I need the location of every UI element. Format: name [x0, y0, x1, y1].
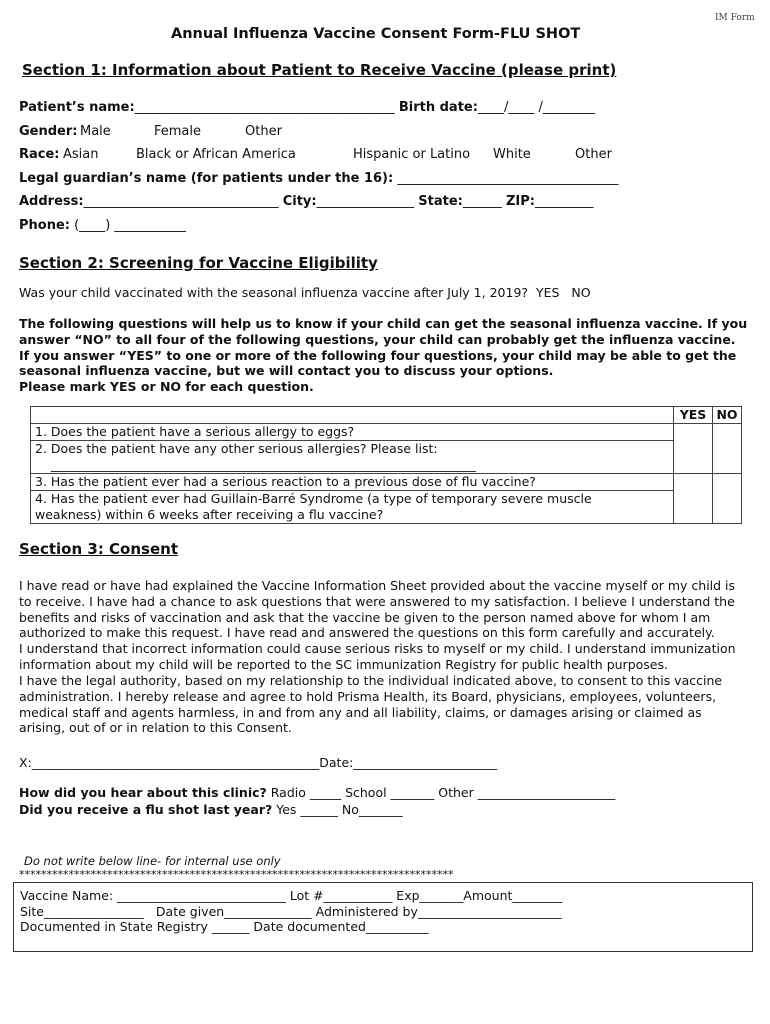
guardian-field[interactable]: __________________________________ [397, 171, 619, 186]
race-option-hispanic[interactable]: Hispanic or Latino [353, 147, 471, 162]
state-field[interactable]: ______ [462, 194, 502, 209]
hear-about-row [19, 785, 615, 800]
city-field[interactable]: _______________ [316, 194, 415, 209]
table-row [31, 491, 742, 524]
city-label: City: [282, 194, 317, 209]
consent-line: I have read or have had explained the Vaccine Information Sheet provided about the vaccine myself or my child is [19, 578, 736, 593]
signature-date-field[interactable]: X:______________________________________________Date:_______________________ [19, 755, 498, 770]
consent-line: I have the legal authority, based on my relationship to the individual indicated above, to consent to this vaccine [19, 673, 723, 688]
gender-label: Gender: [19, 124, 78, 139]
address-label: Address: [19, 194, 84, 209]
internal-use-box [13, 882, 753, 952]
birth-date-field[interactable]: ____/____ /________ [477, 100, 595, 115]
state-label: State: [418, 194, 463, 209]
question-1-yes-cell[interactable] [674, 424, 713, 474]
screening-instruction-line: Please mark YES or NO for each question. [19, 379, 314, 394]
vaccinated-question-row [19, 285, 591, 300]
consent-line: arising, out of or in relation to this Consent. [19, 720, 292, 735]
consent-line: medical staff and agents harmless, in and from any and all liability, claims, or damages arising or claimed as [19, 705, 702, 720]
section2-heading: Section 2: Screening for Vaccine Eligibility [19, 254, 378, 272]
consent-line: to receive. I have had a chance to ask questions that were answered to my satisfaction. I believe I understand the [19, 594, 735, 609]
table-header-blank [31, 407, 674, 424]
screening-instruction-line: seasonal influenza vaccine, but we will contact you to discuss your options. [19, 363, 554, 378]
patient-name-row [19, 100, 595, 115]
vaccinated-yes-option[interactable]: YES [535, 285, 560, 300]
consent-line: administration. I hereby release and agree to hold Prisma Health, its Board, physicians, employees, volunteers, [19, 689, 717, 704]
patient-name-label: Patient’s name: [19, 100, 135, 115]
form-id: IM Form [715, 13, 755, 23]
gender-option-male[interactable]: Male [80, 124, 111, 139]
phone-field[interactable]: (____) ___________ [74, 218, 186, 233]
question-4-text-cont: weakness) within 6 weeks after receiving a flu vaccine? [35, 507, 384, 522]
consent-line: I understand that incorrect information could cause serious risks to myself or my child. I understand immunization [19, 641, 736, 656]
consent-line: information about my child will be reported to the SC immunization Registry for public health purposes. [19, 657, 668, 672]
flu-shot-options[interactable]: Yes ______ No_______ [272, 802, 403, 817]
gender-option-female[interactable]: Female [154, 124, 202, 139]
screening-instruction-line: If you answer “YES” to one or more of the following four questions, your child may be able to get the [19, 348, 737, 363]
zip-label: ZIP: [505, 194, 535, 209]
flu-shot-label: Did you receive a flu shot last year? [19, 802, 273, 817]
form-title: Annual Influenza Vaccine Consent Form-FLU SHOT [171, 26, 581, 42]
screening-instruction-line: The following questions will help us to know if your child can get the seasonal influenza vaccine. If you [19, 316, 748, 331]
hear-about-options[interactable]: Radio _____ School _______ Other ______________________ [266, 785, 616, 800]
race-option-asian[interactable]: Asian [63, 147, 99, 162]
address-row [19, 194, 593, 209]
question-3: 3. Has the patient ever had a serious reaction to a previous dose of flu vaccine? [31, 474, 674, 491]
guardian-row [19, 171, 618, 186]
star-divider: ******************************************************************************* [19, 868, 454, 881]
race-option-white[interactable]: White [493, 147, 531, 162]
table-header-row [31, 407, 742, 424]
address-field[interactable]: ______________________________ [83, 194, 279, 209]
zip-field[interactable]: _________ [534, 194, 594, 209]
question-2 [31, 441, 674, 474]
vaccinated-question: Was your child vaccinated with the seasonal influenza vaccine after July 1, 2019? [19, 285, 529, 300]
phone-row [19, 218, 186, 233]
screening-instruction-line: answer “NO” to all four of the following questions, your child can probably get the influenza vaccine. [19, 332, 736, 347]
flu-shot-row [19, 802, 403, 817]
consent-line: authorized to make this request. I have read and answered the questions on this form carefully and accurately. [19, 625, 715, 640]
question-3-no-cell[interactable] [713, 474, 742, 524]
question-3-yes-cell[interactable] [674, 474, 713, 524]
table-row [31, 474, 742, 491]
question-2-allergy-list-field[interactable]: ____________________________________________________________________ [35, 457, 476, 472]
hear-about-label: How did you hear about this clinic? [19, 785, 267, 800]
screening-table [30, 406, 742, 524]
consent-line: benefits and risks of vaccination and ask that the vaccine be given to the person named above for whom I am [19, 610, 711, 625]
vaccinated-no-option[interactable]: NO [571, 285, 591, 300]
registry-line[interactable]: Documented in State Registry ______ Date documented__________ [20, 919, 429, 934]
phone-label: Phone: [19, 218, 70, 233]
question-1-no-cell[interactable] [713, 424, 742, 474]
internal-use-note: Do not write below line- for internal use only [24, 854, 281, 868]
question-4 [31, 491, 674, 524]
section3-heading: Section 3: Consent [19, 540, 178, 558]
gender-option-other[interactable]: Other [245, 124, 282, 139]
table-row [31, 424, 742, 441]
race-label: Race: [19, 147, 60, 162]
administration-line[interactable]: Site________________ Date given______________ Administered by_______________________ [20, 904, 562, 919]
question-4-text: 4. Has the patient ever had Guillain-Barré Syndrome (a type of temporary severe muscle [35, 491, 592, 506]
question-1: 1. Does the patient have a serious allergy to eggs? [31, 424, 674, 441]
race-option-other[interactable]: Other [575, 147, 612, 162]
race-option-black[interactable]: Black or African America [136, 147, 296, 162]
table-row [31, 441, 742, 474]
question-2-text: 2. Does the patient have any other serious allergies? Please list: [35, 441, 438, 456]
table-header-no: NO [713, 407, 742, 424]
section1-heading: Section 1: Information about Patient to Receive Vaccine (please print) [22, 61, 617, 79]
guardian-label: Legal guardian’s name (for patients under the 16): [19, 171, 394, 186]
vaccine-details-line[interactable]: Vaccine Name: ___________________________ Lot #___________ Exp_______Amount________ [20, 888, 563, 903]
birth-date-label: Birth date: [398, 100, 478, 115]
table-header-yes: YES [674, 407, 713, 424]
patient-name-field[interactable]: ________________________________________ [134, 100, 395, 115]
